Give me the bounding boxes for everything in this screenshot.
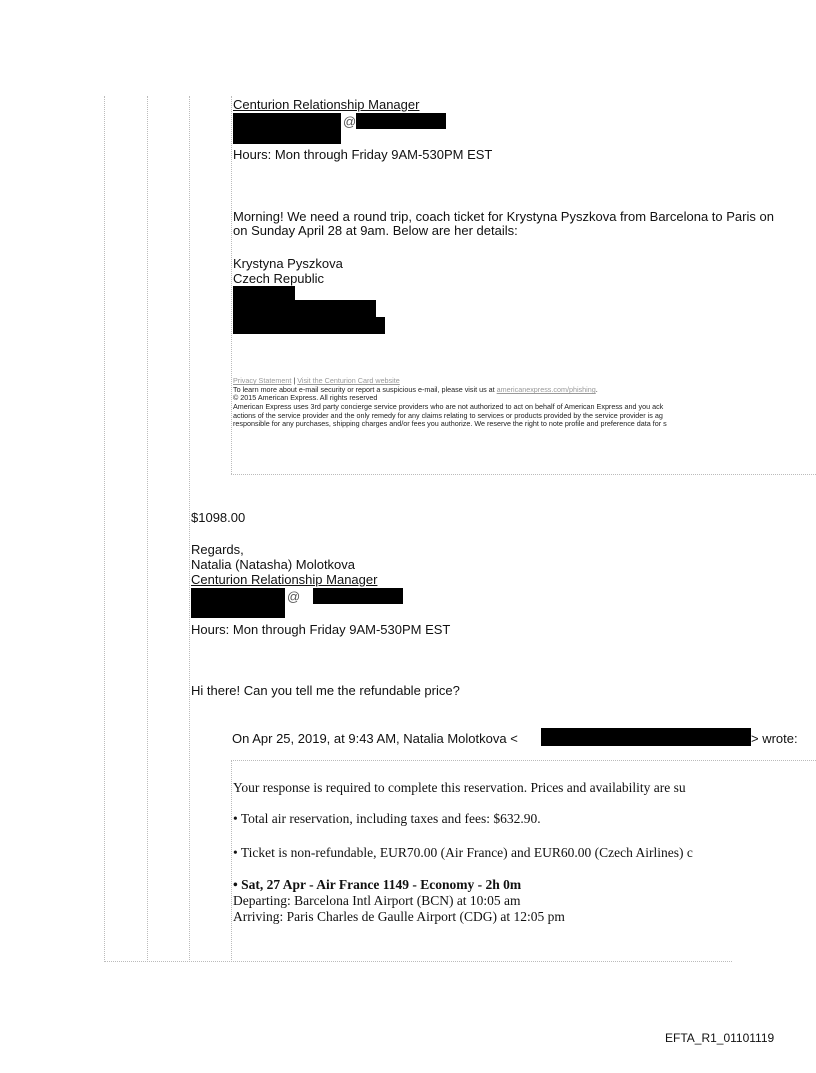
ticket-refund-policy: • Ticket is non-refundable, EUR70.00 (Air France) and EUR60.00 (Czech Airlines) c [233, 845, 693, 860]
footer-disclaimer-2: actions of the service provider and the only remedy for any claims relating to services or products provided by the service provider is ag [233, 411, 663, 420]
thread-border-outer [104, 96, 105, 962]
redaction-block [356, 113, 446, 129]
flight-arriving: Arriving: Paris Charles de Gaulle Airport (CDG) at 12:05 pm [233, 909, 565, 924]
security-text: To learn more about e-mail security or report a suspicious e-mail, please visit us at [233, 385, 497, 394]
flight-title: • Sat, 27 Apr - Air France 1149 - Economy - 2h 0m [233, 877, 522, 892]
footer-disclaimer-3: responsible for any purchases, shipping charges and/or fees you authorize. We reserve the right to note profile and preference data for s [233, 419, 667, 428]
regards: Regards, [191, 542, 244, 557]
response-required: Your response is required to complete this reservation. Prices and availability are su [233, 780, 686, 795]
at-sign: @ [287, 589, 301, 604]
quote-border-top [231, 96, 232, 474]
redaction-block [233, 286, 295, 300]
redaction-block [541, 728, 751, 746]
at-sign: @ [343, 114, 357, 129]
passenger-name: Krystyna Pyszkova [233, 256, 343, 271]
redaction-block [233, 113, 341, 144]
refund-question: Hi there! Can you tell me the refundable price? [191, 683, 460, 698]
page-bottom-line [104, 961, 732, 962]
top-title: Centurion Relationship Manager [233, 97, 420, 112]
privacy-link[interactable]: Privacy Statement [233, 376, 292, 385]
redaction-block [313, 588, 403, 604]
redaction-block [233, 317, 385, 334]
link-separator: | [291, 376, 298, 385]
thread-border-2 [147, 96, 148, 962]
redaction-block [233, 300, 376, 317]
flight-departing: Departing: Barcelona Intl Airport (BCN) at 10:05 am [233, 893, 521, 908]
quote-bottom-top [231, 474, 816, 475]
sender-name: Natalia (Natasha) Molotkova [191, 557, 356, 572]
message-line1: Morning! We need a round trip, coach ticket for Krystyna Pyszkova from Barcelona to Paris on [233, 209, 774, 224]
centurion-website-link[interactable]: Visit the Centurion Card website [297, 376, 400, 385]
document-id: EFTA_R1_01101119 [665, 1031, 775, 1045]
quote-header-suffix: > wrote: [751, 731, 798, 746]
top-hours: Hours: Mon through Friday 9AM-530PM EST [233, 147, 493, 162]
passenger-country: Czech Republic [233, 271, 325, 286]
thread-border-3 [189, 96, 190, 962]
quote-header-prefix: On Apr 25, 2019, at 9:43 AM, Natalia Molotkova < [232, 731, 518, 746]
message-line2: on Sunday April 28 at 9am. Below are her details: [233, 223, 518, 238]
quote-top-bottom [231, 760, 816, 761]
redaction-block [191, 588, 285, 618]
footer-copyright: © 2015 American Express. All rights reserved [233, 393, 378, 402]
footer-links [233, 377, 400, 385]
quote-border-bottom [231, 760, 232, 962]
phishing-link[interactable]: americanexpress.com/phishing [496, 385, 596, 394]
middle-hours: Hours: Mon through Friday 9AM-530PM EST [191, 622, 451, 637]
footer-disclaimer-1: American Express uses 3rd party concierge service providers who are not authorized to act on behalf of American Express and you ack [233, 402, 664, 411]
security-period: . [595, 385, 598, 394]
sender-title: Centurion Relationship Manager [191, 572, 378, 587]
total-air-reservation: • Total air reservation, including taxes and fees: $632.90. [233, 811, 541, 826]
refundable-price: $1098.00 [191, 510, 246, 525]
